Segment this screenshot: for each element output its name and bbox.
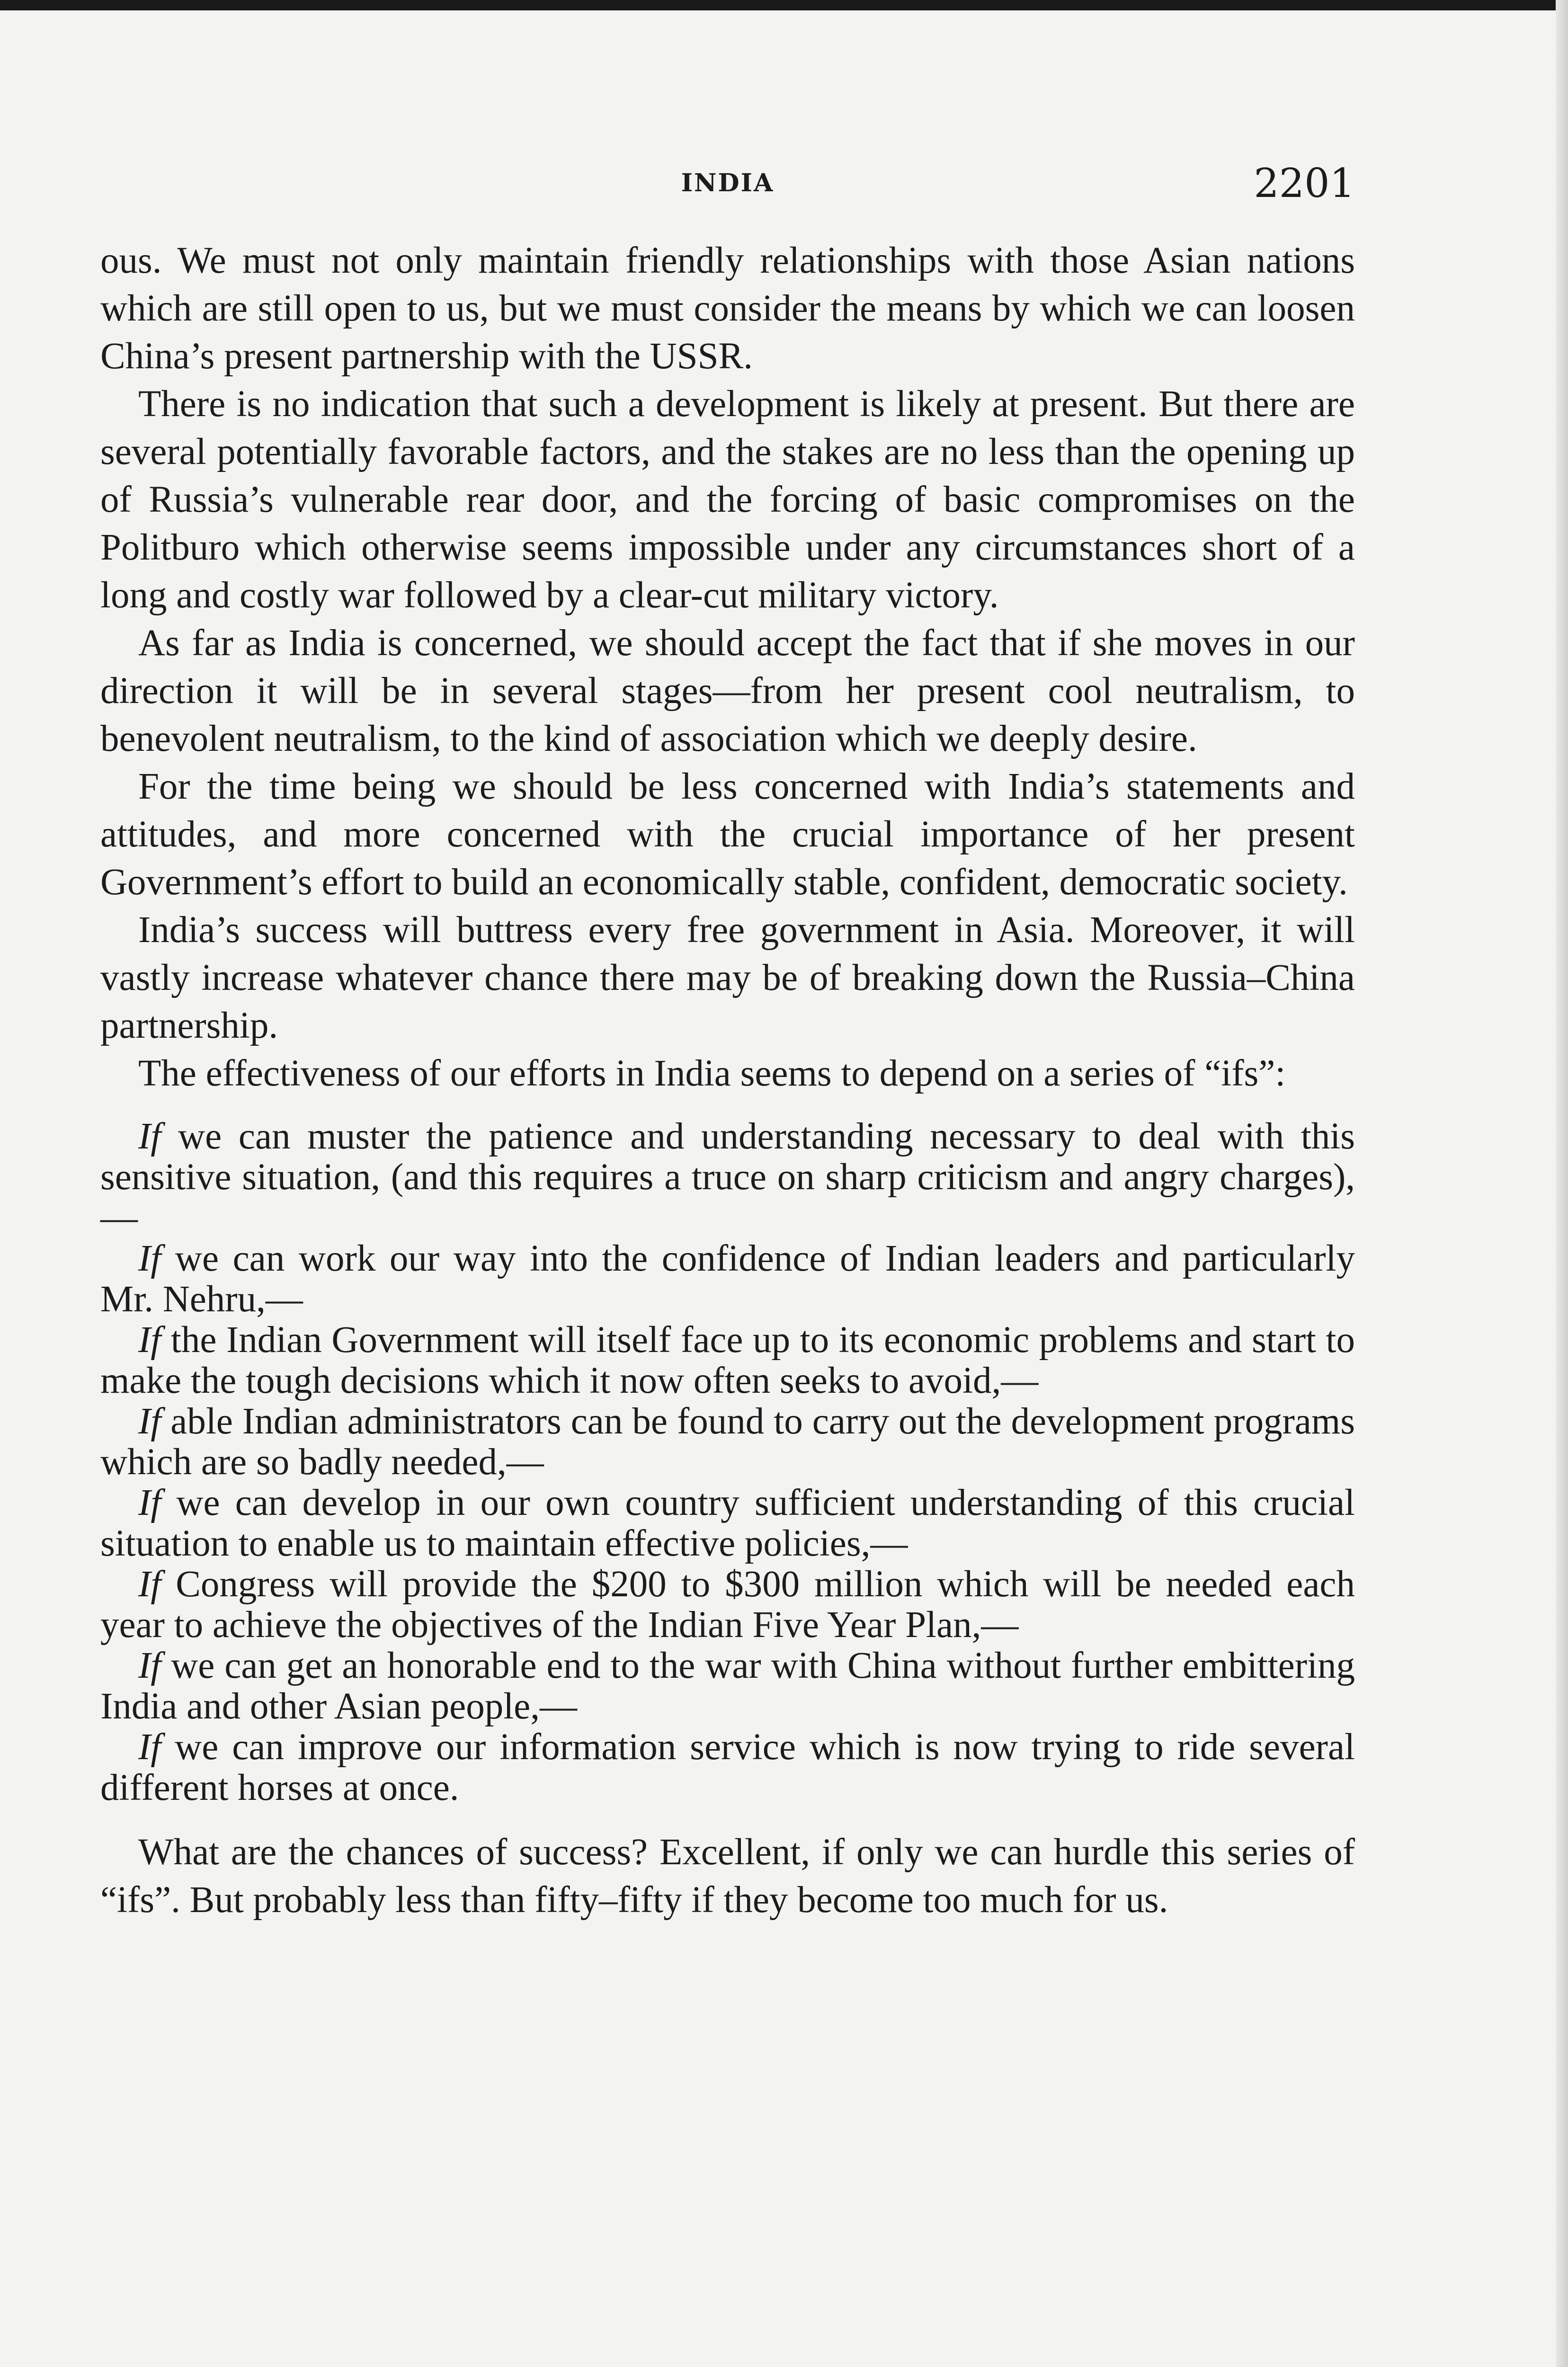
if-word: If <box>138 1238 161 1279</box>
paragraph: India’s success will buttress every free government in Asia. Moreover, it will vastly increase whatever chance there may be of breaking down the Russia–China partnership. <box>100 909 1355 1046</box>
running-title: INDIA <box>681 169 775 197</box>
if-item-text: able Indian administrators can be found to carry out the development programs which are so badly needed,— <box>100 1401 1355 1483</box>
paragraph: As far as India is concerned, we should accept the fact that if she moves in our direction it will be in several stages—from her present cool neutralism, to benevolent neutralism, to the kind of association which we deeply desire. <box>100 623 1355 759</box>
if-word: If <box>138 1482 161 1523</box>
if-item <box>100 1401 1355 1483</box>
if-word: If <box>138 1116 161 1157</box>
page-header <box>100 160 1355 207</box>
if-word: If <box>138 1319 161 1361</box>
if-item <box>100 1116 1355 1238</box>
if-item-text: we can get an honorable end to the war with China without further embittering India and other Asian people,— <box>100 1645 1355 1727</box>
if-item <box>100 1564 1355 1646</box>
if-item-text: Congress will provide the $200 to $300 million which will be needed each year to achieve the objectives of the Indian Five Year Plan,— <box>100 1564 1355 1646</box>
if-item <box>100 1320 1355 1401</box>
if-item-text: we can develop in our own country sufficient understanding of this crucial situation to enable us to maintain effective policies,— <box>100 1482 1355 1564</box>
if-item-text: we can muster the patience and understanding necessary to deal with this sensitive situation, (and this requires a truce on sharp criticism and angry charges),— <box>100 1116 1355 1238</box>
paragraph: The effectiveness of our efforts in India seems to depend on a series of “ifs”: <box>138 1053 1286 1094</box>
if-item <box>100 1646 1355 1727</box>
body-text <box>100 237 1355 1924</box>
ifs-list <box>100 1116 1355 1808</box>
page-number: 2201 <box>1254 160 1355 206</box>
if-item-text: we can work our way into the confidence of Indian leaders and particularly Mr. Nehru,— <box>100 1238 1355 1320</box>
if-word: If <box>138 1645 161 1686</box>
if-item-text: we can improve our information service which is now trying to ride several different horses at once. <box>100 1726 1355 1808</box>
paragraph: There is no indication that such a development is likely at present. But there are several potentially favorable factors, and the stakes are no less than the opening up of Russia’s vulnerable rear door, and the forcing of basic compromises on the Politburo which otherwise seems impossible under any circumstances short of a long and costly war followed by a clear-cut military victory. <box>100 383 1355 616</box>
if-word: If <box>138 1726 161 1768</box>
if-word: If <box>138 1401 161 1442</box>
if-item <box>100 1483 1355 1564</box>
if-item-text: the Indian Government will itself face up to its economic problems and start to make the tough decisions which it now often seeks to avoid,— <box>100 1319 1355 1401</box>
if-item <box>100 1727 1355 1808</box>
paragraph-continuation: ous. We must not only maintain friendly relationships with those Asian nations which are still open to us, but we must consider the means by which we can loosen China’s present partnership with the USSR. <box>100 240 1355 377</box>
if-item <box>100 1238 1355 1320</box>
if-word: If <box>138 1564 161 1605</box>
paragraph: For the time being we should be less concerned with India’s statements and attitudes, and more concerned with the crucial importance of her present Government’s effort to build an economically stable, confident, democratic society. <box>100 766 1355 903</box>
closing-paragraph: What are the chances of success? Excellent, if only we can hurdle this series of “ifs”. But probably less than fifty–fifty if they become too much for us. <box>100 1832 1355 1921</box>
